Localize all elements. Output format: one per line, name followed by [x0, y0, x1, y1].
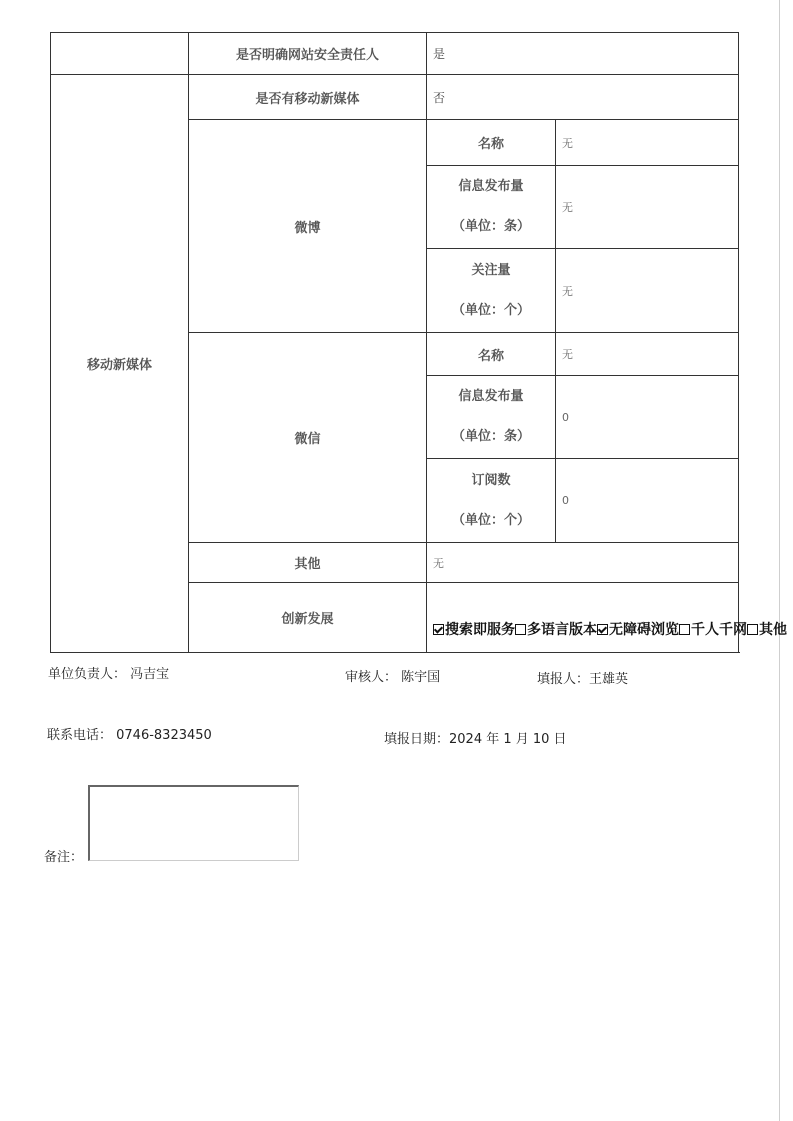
- reviewer: 审核人： 陈宇国: [345, 670, 441, 685]
- has-media-value: 否: [427, 75, 739, 120]
- media-info-table: [50, 32, 787, 653]
- has-media-label: 是否有移动新媒体: [189, 75, 427, 120]
- weibo-posts-unit: （单位：条）: [451, 219, 530, 234]
- responsible-label: 是否明确网站安全责任人: [189, 33, 427, 75]
- weibo-followers-unit: （单位：个）: [451, 302, 530, 318]
- wechat-subs-label: [427, 459, 556, 543]
- fill-date: 填报日期：2024 年 1 月 10 日: [384, 732, 567, 747]
- weibo-followers-title: 关注量: [471, 262, 511, 278]
- innovation-option-label: 其他: [759, 621, 787, 638]
- wechat-name-label: 名称: [427, 333, 556, 376]
- weibo-name-value: 无: [556, 120, 739, 166]
- empty-cell: [51, 33, 189, 75]
- innovation-option-label: 千人千网: [691, 621, 747, 638]
- wechat-subs-title: 订阅数: [471, 472, 511, 488]
- wechat-posts-unit: （单位：条）: [451, 429, 530, 444]
- weibo-posts-label: [427, 166, 556, 249]
- unchecked-checkbox-icon[interactable]: [747, 624, 758, 635]
- innovation-option[interactable]: [597, 622, 679, 638]
- innovation-option-label: 多语言版本: [527, 621, 597, 638]
- other-value: 无: [427, 543, 739, 583]
- innovation-option-label: 无障碍浏览: [609, 621, 679, 638]
- innovation-options: [427, 583, 787, 653]
- other-label: 其他: [189, 543, 427, 583]
- weibo-name-label: 名称: [427, 120, 556, 166]
- checked-checkbox-icon[interactable]: [597, 624, 608, 635]
- remark-box[interactable]: [88, 785, 299, 861]
- innovation-option-label: 搜索即服务: [445, 621, 515, 638]
- wechat-posts-title: 信息发布量: [458, 389, 524, 404]
- weibo-posts-value: 无: [556, 166, 739, 249]
- unchecked-checkbox-icon[interactable]: [679, 624, 690, 635]
- innovation-options-list: [433, 597, 787, 639]
- innovation-option[interactable]: [747, 622, 787, 638]
- contact-phone: 联系电话： 0746-8323450: [47, 728, 212, 743]
- table-row: [51, 75, 739, 120]
- unchecked-checkbox-icon[interactable]: [515, 624, 526, 635]
- checked-checkbox-icon[interactable]: [433, 624, 444, 635]
- filler: 填报人：王雄英: [537, 672, 629, 687]
- page-edge-line: [779, 0, 780, 1121]
- innovation-label: 创新发展: [189, 583, 427, 653]
- weibo-followers-value: 无: [556, 249, 739, 333]
- table-row: [51, 33, 739, 75]
- innovation-option[interactable]: [515, 622, 597, 638]
- innovation-option[interactable]: [433, 622, 515, 638]
- unit-head: 单位负责人： 冯吉宝: [48, 667, 170, 682]
- weibo-posts-title: 信息发布量: [458, 179, 524, 194]
- remark-label: 备注：: [44, 850, 84, 865]
- wechat-posts-label: [427, 376, 556, 459]
- section-label: 移动新媒体: [51, 75, 189, 653]
- innovation-option[interactable]: [679, 622, 747, 638]
- wechat-subs-value: 0: [556, 459, 739, 543]
- weibo-followers-label: [427, 249, 556, 333]
- wechat-name-value: 无: [556, 333, 739, 376]
- responsible-value: 是: [427, 33, 739, 75]
- weibo-label: 微博: [189, 120, 427, 333]
- wechat-posts-value: 0: [556, 376, 739, 459]
- wechat-label: 微信: [189, 333, 427, 543]
- wechat-subs-unit: （单位：个）: [451, 512, 530, 528]
